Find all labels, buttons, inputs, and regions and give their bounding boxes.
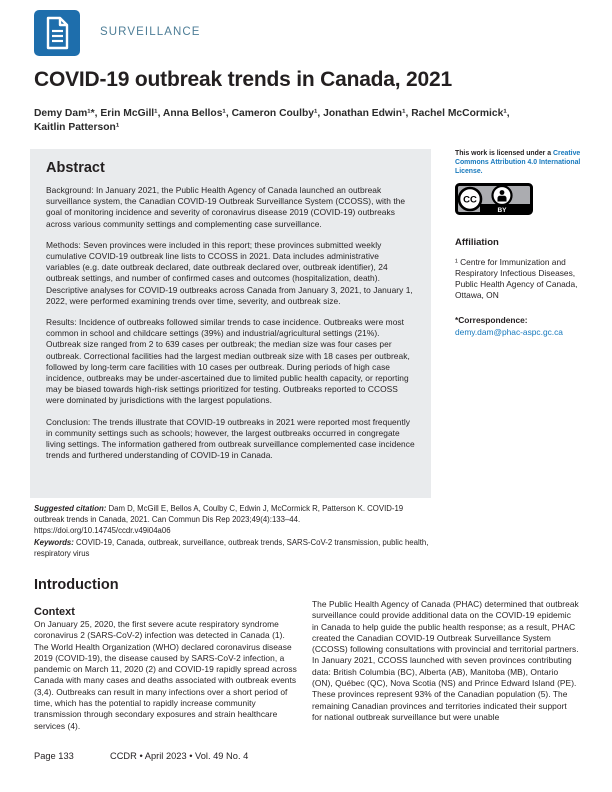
category-label: SURVEILLANCE bbox=[100, 26, 201, 38]
introduction-heading: Introduction bbox=[34, 577, 119, 593]
license-statement bbox=[455, 150, 583, 176]
context-subheading: Context bbox=[34, 606, 75, 618]
document-icon bbox=[34, 10, 80, 56]
cc-by-license-badge[interactable] bbox=[455, 183, 533, 215]
license-link[interactable]: Creative Commons Attribution 4.0 International License. bbox=[455, 150, 581, 175]
intro-left-column bbox=[34, 606, 301, 732]
abstract-methods-text: Seven provinces were included in this report; these provinces submitted weekly cumulative COVID-19 outbreak line lists to CCOSS in 2021. Data includes administrative variables (e.g. date outbreak declared, date outbreak declared over, outbreak identifier), 24 outbreak settings, and number of confirmed cases and outcomes (hospitalization, death). Descriptive analyses for COVID-19 outbreaks across Canada from January 3, 2021, to January 1, 2022, were performed examining trends over time, severity, and outbreak size. bbox=[46, 239, 413, 306]
cc-by-label: BY bbox=[497, 207, 507, 215]
abstract-results-label: Results: bbox=[46, 317, 80, 328]
abstract-methods bbox=[46, 240, 415, 307]
intro-right-paragraph: The Public Health Agency of Canada (PHAC) determined that outbreak surveillance could provide additional data on the COVID-19 epidemic in Canada to help guide the public health response; as a result, PHAC created the Canadian COVID-19 Outbreak Surveillance System (CCOSS) following consultations with provincial and territorial partners. In January 2021, CCOSS launched with seven provinces contributing data: British Columbia (BC), Alberta (AB), Manitoba (MB), Ontario (ON), Québec (QC), Nova Scotia (NS) and Prince Edward Island (PE). These provinces represent 93% of the Canadian population (5). The remaining Canadian provinces and territories indicated their support for national outbreak surveillance but were unable bbox=[312, 599, 579, 722]
footer-journal-info: CCDR • April 2023 • Vol. 49 No. 4 bbox=[110, 751, 249, 761]
footer-page-number: Page 133 bbox=[34, 751, 74, 761]
citation-label: Suggested citation: bbox=[34, 504, 109, 513]
abstract-conclusion-text: The trends illustrate that COVID-19 outbreaks in 2021 were reported most frequently in community settings such as schools; however, the largest outbreaks occurred in congregate living settings. The information gathered from outbreak surveillance complemented case incidence trends and furthered understanding of COVID-19 in Canada. bbox=[46, 416, 415, 461]
correspondence-label: *Correspondence: bbox=[455, 315, 528, 326]
authors-line-1: Demy Dam¹*, Erin McGill¹, Anna Bellos¹, Cameron Coulby¹, Jonathan Edwin¹, Rachel McCormick¹, bbox=[34, 108, 510, 119]
abstract-results-text: Incidence of outbreaks followed similar trends to case incidence. Outbreaks were most common in school and childcare settings (39%) and industrial/agricultural settings (21%). Outbreak size ranged from 2 to 639 cases per outbreak; the median size was four cases per outbreak. Correctional facilities had the largest median outbreak size with 18 cases per outbreak, followed by long-term care facilities with 10 cases per outbreak. During periods of high case incidence, outbreaks may be under-ascertained due to limited public health capacity, or reporting may be biased towards high-risk settings prioritized for testing. Outbreaks reported to CCOSS were dominated by jurisdictions with the largest populations. bbox=[46, 317, 410, 406]
affiliation-heading: Affiliation bbox=[455, 237, 499, 249]
keywords-line-1 bbox=[34, 537, 582, 548]
intro-left-paragraph: On January 25, 2020, the first severe acute respiratory syndrome coronavirus 2 (SARS-CoV-2) infection was detected in Canada (1). The World Health Organization (WHO) declared coronavirus disease 2019 (COVID-19), the disease caused by SARS-CoV-2 infection, a pandemic on March 11, 2020 (2) and COVID-19 rapidly spread across Canada with many cases and deaths associated with outbreak events (3,4). Outbreaks can result in many infections over a short period of time, which has the potential to rapidly increase community transmission through secondary exposures and strain healthcare services (4). bbox=[34, 619, 297, 731]
abstract-background-label: Background: bbox=[46, 185, 96, 195]
abstract-methods-label: Methods: bbox=[46, 239, 84, 250]
keywords-label: Keywords: bbox=[34, 537, 77, 547]
abstract-conclusion bbox=[46, 417, 415, 462]
intro-right-column bbox=[312, 599, 579, 723]
svg-text:CC: CC bbox=[463, 194, 477, 206]
citation-block bbox=[34, 503, 582, 559]
license-prefix: This work is licensed under a bbox=[455, 150, 554, 157]
keywords-line-2: respiratory virus bbox=[34, 548, 90, 558]
keywords-text: COVID-19, Canada, outbreak, surveillance, outbreak trends, SARS-CoV-2 transmission, public health, bbox=[76, 537, 429, 547]
abstract-background-text: In January 2021, the Public Health Agency of Canada launched an outbreak surveillance system, the Canadian COVID-19 Outbreak Surveillance System (CCOSS), with the goal of monitoring incidence and severity of coronavirus disease 2019 (COVID-19) outbreaks across various community settings and complementing case surveillance. bbox=[46, 185, 406, 229]
correspondence-email-link[interactable]: demy.dam@phac-aspc.gc.ca bbox=[455, 326, 563, 337]
authors-list bbox=[34, 107, 590, 135]
citation-line-1 bbox=[34, 503, 582, 514]
article-title: COVID-19 outbreak trends in Canada, 2021 bbox=[34, 68, 452, 91]
sidebar bbox=[455, 150, 583, 338]
citation-line-2: outbreak trends in Canada, 2021. Can Commun Dis Rep 2023;49(4):133–44. bbox=[34, 515, 301, 525]
citation-doi: https://doi.org/10.14745/ccdr.v49i04a06 bbox=[34, 526, 171, 536]
authors-line-2: Kaitlin Patterson¹ bbox=[34, 122, 120, 133]
abstract-heading: Abstract bbox=[46, 160, 105, 176]
abstract-results bbox=[46, 317, 415, 407]
abstract-box bbox=[30, 149, 431, 498]
correspondence-block bbox=[455, 315, 583, 338]
abstract-conclusion-label: Conclusion: bbox=[46, 416, 93, 427]
abstract-background bbox=[46, 185, 415, 230]
citation-text-1: Dam D, McGill E, Bellos A, Coulby C, Edwin J, McCormick R, Patterson K. COVID-19 bbox=[108, 504, 404, 513]
affiliation-text: ¹ Centre for Immunization and Respiratory Infectious Diseases, Public Health Agency of Canada, Ottawa, ON bbox=[455, 257, 578, 301]
